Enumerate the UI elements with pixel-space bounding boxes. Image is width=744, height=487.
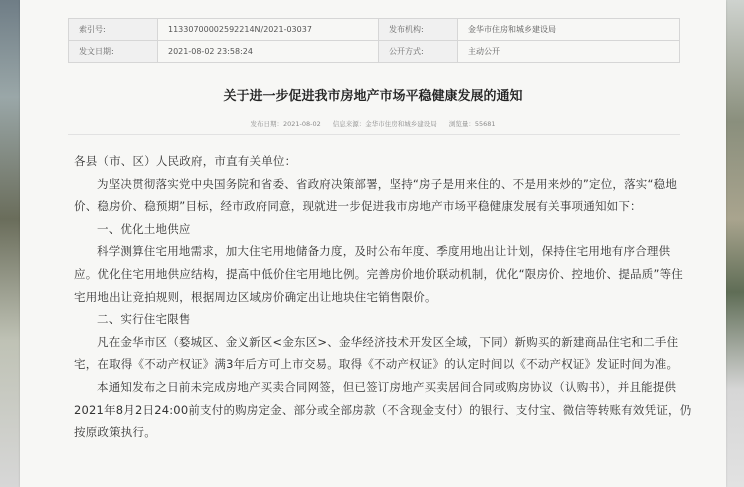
paragraph-intro: 为坚决贯彻落实党中央国务院和省委、省政府决策部署，坚持“房子是用来住的、不是用来炒的”定位，落实“稳地价、稳房价、稳预期”目标，经市政府同意，现就进一步促进我市房地产市场平稳健康发展有关事项通知如下： xyxy=(74,176,678,214)
document-page xyxy=(20,0,726,487)
mode-value: 主动公开 xyxy=(458,41,680,63)
date-value: 2021-08-02 23:58:24 xyxy=(158,41,379,63)
publish-date: 发布日期：2021-08-02 xyxy=(250,120,321,128)
background-photo-right xyxy=(726,0,744,487)
article-body xyxy=(74,150,692,444)
index-label: 索引号: xyxy=(69,19,158,41)
info-source: 信息来源：金华市住房和城乡建设局 xyxy=(332,120,437,128)
paragraph-sale-restriction: 凡在金华市区（婺城区、金义新区<金东区>、金华经济技术开发区全域，下同）新购买的新建商品住宅和二手住宅，在取得《不动产权证》满3年后方可上市交易。取得《不动产权证》的认定时间以《不动产权证》发证时间为准。 xyxy=(74,334,679,372)
section-heading-sale-restriction: 二、实行住宅限售 xyxy=(97,312,191,327)
metadata-row xyxy=(69,41,680,63)
background-photo-left xyxy=(0,0,20,487)
index-value: 11330700002592214N/2021-03037 xyxy=(158,19,379,41)
view-count: 浏览量：55681 xyxy=(448,120,496,128)
paragraph-land-supply: 科学测算住宅用地需求，加大住宅用地储备力度，及时公布年度、季度用地出让计划，保持住宅用地有序合理供应。优化住宅用地供应结构，提高中低价住宅用地比例。完善房价地价联动机制，优化“限房价、控地价、提品质”等住宅用地出让竞拍规则，根据周边区域房价确定出让地块住宅销售限价。 xyxy=(74,244,684,304)
mode-label: 公开方式: xyxy=(379,41,458,63)
salutation: 各县（市、区）人民政府，市直有关单位： xyxy=(74,154,297,168)
org-label: 发布机构: xyxy=(379,19,458,41)
article-title: 关于进一步促进我市房地产市场平稳健康发展的通知 xyxy=(223,89,523,104)
paragraph-transition: 本通知发布之日前未完成房地产买卖合同网签，但已签订房地产买卖居间合同或购房协议（认购书），并且能提供2021年8月2日24:00前支付的购房定金、部分或全部房款（不含现金支付）的银行、支付宝、微信等转账有效凭证，仍按原政策执行。 xyxy=(74,379,692,440)
section-heading-land-supply: 一、优化土地供应 xyxy=(97,221,191,236)
metadata-row xyxy=(69,19,680,41)
org-value: 金华市住房和城乡建设局 xyxy=(458,19,680,41)
metadata-table xyxy=(68,18,680,63)
divider xyxy=(68,134,680,135)
date-label: 发文日期: xyxy=(69,41,158,63)
article-info-bar xyxy=(20,119,726,128)
